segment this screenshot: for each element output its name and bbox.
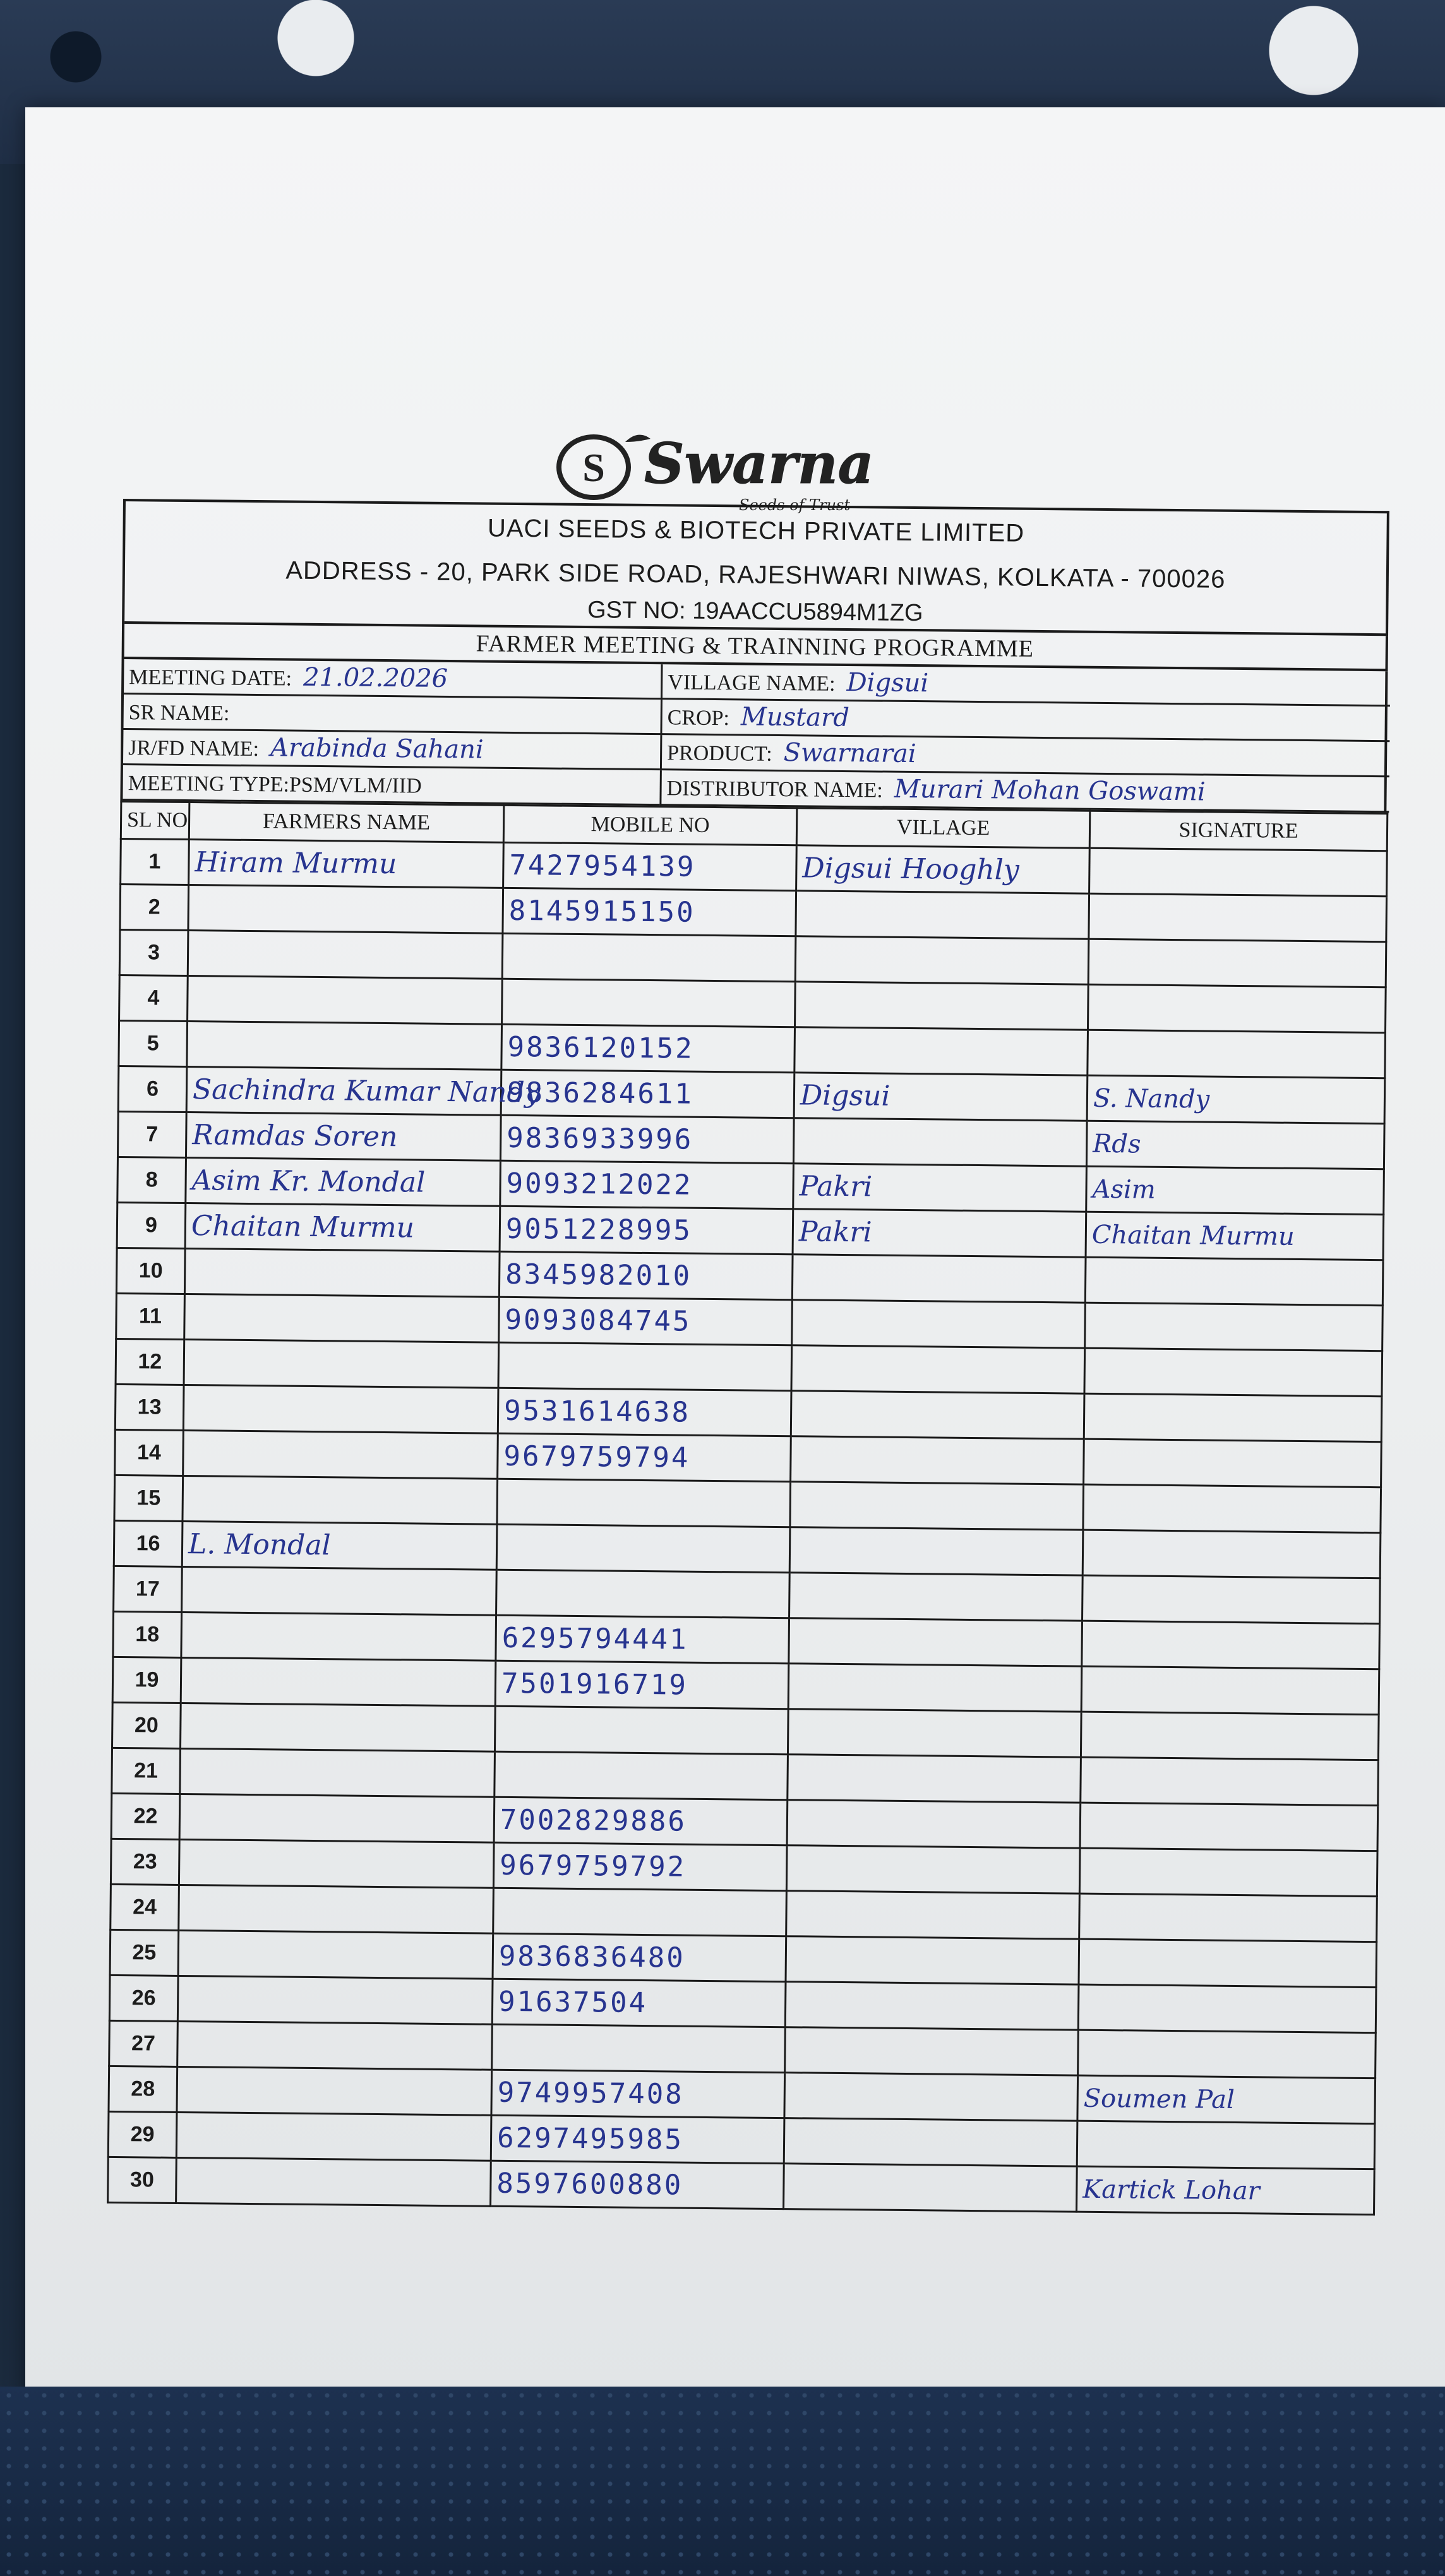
sl-no-cell: 3 — [119, 929, 188, 975]
mobile-no-cell: 9531614638 — [498, 1388, 791, 1436]
farmer-name-cell — [177, 2066, 492, 2115]
farmer-name-cell — [184, 1339, 499, 1388]
mobile-no-cell — [497, 1479, 791, 1527]
signature-cell — [1085, 1257, 1383, 1306]
signature-cell — [1082, 1530, 1381, 1578]
sl-no-cell: 30 — [108, 2157, 177, 2203]
farmer-name-cell: Hiram Murmu — [189, 840, 504, 888]
farmer-name-cell — [180, 1748, 495, 1797]
signature-cell — [1080, 1803, 1378, 1851]
signature-cell: Rds — [1086, 1121, 1384, 1169]
signature-cell — [1081, 1712, 1379, 1760]
farmers-table — [107, 801, 1388, 2215]
sl-no-cell: 25 — [110, 1929, 179, 1976]
mobile-no-cell: 7427954139 — [503, 842, 797, 890]
village-cell — [791, 1436, 1084, 1484]
farmer-name-cell — [177, 1976, 493, 2024]
farmer-name-cell — [184, 1248, 500, 1297]
mobile-no-cell: 6295794441 — [496, 1615, 789, 1663]
village-cell — [795, 936, 1089, 984]
sl-no-cell: 8 — [117, 1157, 186, 1203]
mobile-no-cell: 9679759794 — [498, 1433, 791, 1481]
signature-cell — [1083, 1484, 1381, 1533]
crop-value: Mustard — [740, 702, 850, 733]
mobile-no-cell: 9836120152 — [501, 1024, 795, 1072]
village-cell — [788, 1755, 1081, 1803]
header-farmers-name: FARMERS NAME — [189, 802, 504, 843]
mobile-no-cell: 7501916719 — [495, 1661, 789, 1708]
signature-cell — [1085, 1303, 1383, 1351]
mobile-no-cell: 8597600880 — [491, 2161, 784, 2209]
village-cell — [796, 891, 1089, 939]
farmer-name-cell — [176, 2157, 491, 2206]
farmer-name-cell — [188, 976, 503, 1025]
village-cell — [784, 2164, 1077, 2212]
village-cell — [791, 1345, 1085, 1393]
mobile-no-cell: 9093212022 — [500, 1160, 794, 1208]
village-cell — [787, 1800, 1081, 1848]
sl-no-cell: 17 — [114, 1566, 183, 1612]
village-cell — [791, 1391, 1084, 1439]
farmer-name-cell — [183, 1385, 498, 1433]
signature-cell — [1081, 1666, 1379, 1715]
programme-title: FARMER MEETING & TRAINNING PROGRAMME — [124, 624, 1386, 671]
village-cell: Pakri — [793, 1164, 1087, 1212]
header-signature: SIGNATURE — [1089, 811, 1388, 851]
farmer-name-cell: Ramdas Soren — [186, 1112, 501, 1161]
distributor-name-label: DISTRIBUTOR NAME: — [666, 777, 884, 802]
village-cell — [786, 1936, 1079, 1984]
mobile-no-cell: 9836284611 — [501, 1070, 794, 1118]
farmer-name-cell — [182, 1566, 497, 1615]
product-label: PRODUCT: — [666, 741, 772, 766]
village-cell — [786, 1891, 1080, 1939]
sl-no-cell: 28 — [109, 2066, 177, 2112]
signature-cell — [1081, 1757, 1379, 1806]
mobile-no-cell — [495, 1706, 788, 1754]
mobile-no-cell: 8145915150 — [503, 888, 796, 936]
farmer-name-cell: Sachindra Kumar Nandy — [186, 1067, 501, 1116]
village-cell: Digsui — [794, 1073, 1088, 1121]
mobile-no-cell — [493, 1888, 787, 1936]
farmer-name-cell — [181, 1703, 496, 1751]
mobile-no-cell — [496, 1570, 790, 1618]
mobile-no-cell — [495, 1751, 788, 1799]
farmer-name-cell — [181, 1612, 496, 1661]
signature-cell — [1082, 1575, 1381, 1624]
svg-text:Swarna: Swarna — [644, 431, 874, 496]
meeting-date-field — [124, 659, 661, 700]
signature-cell — [1088, 1030, 1386, 1078]
signature-cell — [1084, 1348, 1382, 1397]
sl-no-cell: 20 — [112, 1702, 181, 1748]
meeting-type-field — [123, 765, 659, 806]
sl-no-cell: 1 — [121, 838, 189, 885]
mobile-no-cell: 7002829886 — [494, 1797, 788, 1845]
farmer-name-cell: Chaitan Murmu — [185, 1203, 500, 1251]
village-cell — [789, 1527, 1083, 1575]
sl-no-cell: 6 — [118, 1066, 187, 1112]
signature-cell — [1079, 1893, 1377, 1942]
mobile-no-cell — [498, 1342, 792, 1390]
village-cell — [792, 1255, 1086, 1303]
signature-cell — [1088, 939, 1386, 987]
sl-no-cell: 29 — [108, 2111, 177, 2157]
village-cell: Digsui Hooghly — [796, 845, 1090, 893]
village-name-label: VILLAGE NAME: — [668, 671, 836, 696]
company-name: UACI SEEDS & BIOTECH PRIVATE LIMITED — [487, 514, 1025, 547]
signature-cell: Kartick Lohar — [1077, 2166, 1375, 2215]
signature-cell — [1089, 848, 1388, 897]
farmer-name-cell — [184, 1294, 500, 1342]
mobile-no-cell — [502, 933, 796, 981]
mobile-no-cell — [502, 979, 796, 1027]
sl-no-cell: 11 — [116, 1293, 185, 1339]
meeting-type-label: MEETING TYPE:PSM/VLM/IID — [128, 772, 422, 798]
village-cell: Pakri — [793, 1209, 1086, 1257]
village-cell — [784, 2073, 1078, 2121]
meeting-date-value: 21.02.2026 — [303, 662, 448, 693]
farmer-name-cell — [176, 2112, 491, 2161]
signature-cell: Soumen Pal — [1077, 2075, 1376, 2124]
signature-cell — [1078, 1984, 1376, 2033]
farmer-name-cell — [179, 1885, 494, 1933]
signature-cell — [1088, 984, 1386, 1033]
svg-text:Seeds of Trust: Seeds of Trust — [739, 496, 851, 514]
sl-no-cell: 9 — [117, 1202, 186, 1248]
village-cell — [788, 1709, 1081, 1757]
sl-no-cell: 13 — [115, 1384, 184, 1430]
signature-cell: S. Nandy — [1087, 1075, 1385, 1124]
jr-fd-name-value: Arabinda Sahani — [270, 733, 484, 765]
sl-no-cell: 22 — [111, 1793, 180, 1839]
mobile-no-cell: 6297495985 — [491, 2115, 784, 2163]
sl-no-cell: 21 — [112, 1748, 181, 1794]
sl-no-cell: 24 — [111, 1884, 179, 1930]
signature-cell — [1089, 893, 1387, 942]
sl-no-cell: 14 — [115, 1429, 184, 1476]
sl-no-cell: 4 — [119, 975, 188, 1021]
village-name-value: Digsui — [846, 668, 929, 698]
village-cell — [794, 1027, 1088, 1075]
village-cell — [785, 2027, 1079, 2075]
mobile-no-cell: 9749957408 — [491, 2070, 785, 2118]
mobile-no-cell: 9051228995 — [500, 1206, 793, 1254]
farmer-name-cell — [179, 1839, 494, 1888]
mobile-no-cell: 9836836480 — [493, 1933, 786, 1981]
farmer-name-cell — [188, 885, 503, 934]
signature-cell — [1077, 2121, 1375, 2169]
sl-no-cell: 15 — [114, 1475, 183, 1521]
meeting-form — [107, 499, 1389, 2215]
sl-no-cell: 26 — [109, 1975, 178, 2021]
signature-cell: Chaitan Murmu — [1086, 1212, 1384, 1260]
village-cell — [792, 1300, 1086, 1348]
signature-cell — [1078, 2030, 1376, 2078]
sr-name-field — [123, 695, 660, 735]
village-cell — [790, 1482, 1084, 1530]
jr-fd-name-field — [123, 730, 660, 770]
village-cell — [793, 1118, 1087, 1166]
meeting-date-label: MEETING DATE: — [129, 665, 292, 691]
sl-no-cell: 27 — [109, 2020, 178, 2066]
farmer-name-cell — [187, 1022, 502, 1070]
mobile-no-cell: 91637504 — [492, 1979, 786, 2027]
mobile-no-cell: 9093084745 — [499, 1297, 793, 1345]
signature-cell: Asim — [1086, 1166, 1384, 1215]
farmer-name-cell — [177, 2021, 493, 2070]
meeting-details — [120, 659, 1388, 813]
mobile-no-cell — [492, 2024, 786, 2072]
sr-name-label: SR NAME: — [128, 701, 230, 725]
farmer-name-cell — [178, 1930, 493, 1979]
village-cell — [786, 1846, 1080, 1893]
farmer-name-cell — [183, 1430, 498, 1479]
village-cell — [789, 1618, 1082, 1666]
sl-no-cell: 5 — [119, 1020, 188, 1066]
farmer-name-cell: Asim Kr. Mondal — [186, 1158, 501, 1207]
sl-no-cell: 10 — [116, 1248, 185, 1294]
mobile-no-cell: 8345982010 — [499, 1251, 793, 1299]
distributor-name-field — [659, 770, 1389, 813]
fabric-background-bottom — [0, 2387, 1445, 2576]
farmer-name-cell — [181, 1657, 496, 1706]
village-cell — [789, 1573, 1083, 1621]
company-header — [122, 499, 1389, 636]
farmer-name-cell — [188, 931, 503, 979]
signature-cell — [1084, 1439, 1382, 1488]
sl-no-cell: 7 — [117, 1111, 186, 1157]
sl-no-cell: 12 — [116, 1339, 184, 1385]
farmer-name-cell — [179, 1794, 495, 1842]
village-cell — [785, 1982, 1079, 2030]
farmer-name-cell — [183, 1476, 498, 1524]
village-cell — [784, 2118, 1077, 2166]
signature-cell — [1084, 1393, 1382, 1442]
header-mobile-no: MOBILE NO — [503, 805, 797, 845]
village-cell — [795, 982, 1089, 1030]
company-address: ADDRESS - 20, PARK SIDE ROAD, RAJESHWARI NIWAS, KOLKATA - 700026 — [285, 556, 1226, 593]
sl-no-cell: 23 — [111, 1839, 179, 1885]
signature-cell — [1082, 1621, 1380, 1669]
mobile-no-cell: 9679759792 — [493, 1842, 787, 1890]
company-gst: GST NO: 19AACCU5894M1ZG — [124, 590, 1386, 636]
mobile-no-cell: 9836933996 — [500, 1115, 794, 1163]
mobile-no-cell — [496, 1524, 790, 1572]
product-value: Swarnarai — [783, 738, 916, 769]
jr-fd-name-label: JR/FD NAME: — [128, 736, 260, 761]
svg-text:S: S — [582, 445, 605, 490]
village-cell — [788, 1664, 1082, 1712]
sl-no-cell: 2 — [120, 884, 189, 930]
sl-no-cell: 16 — [114, 1520, 183, 1566]
distributor-name-value: Murari Mohan Goswami — [894, 774, 1206, 807]
header-sl-no: SL NO — [121, 801, 189, 839]
header-village: VILLAGE — [796, 808, 1090, 848]
signature-cell — [1079, 1848, 1377, 1897]
signature-cell — [1079, 1939, 1377, 1988]
sl-no-cell: 19 — [112, 1657, 181, 1703]
sl-no-cell: 18 — [113, 1611, 182, 1657]
farmer-name-cell: L. Mondal — [182, 1521, 497, 1570]
crop-label: CROP: — [667, 706, 730, 730]
